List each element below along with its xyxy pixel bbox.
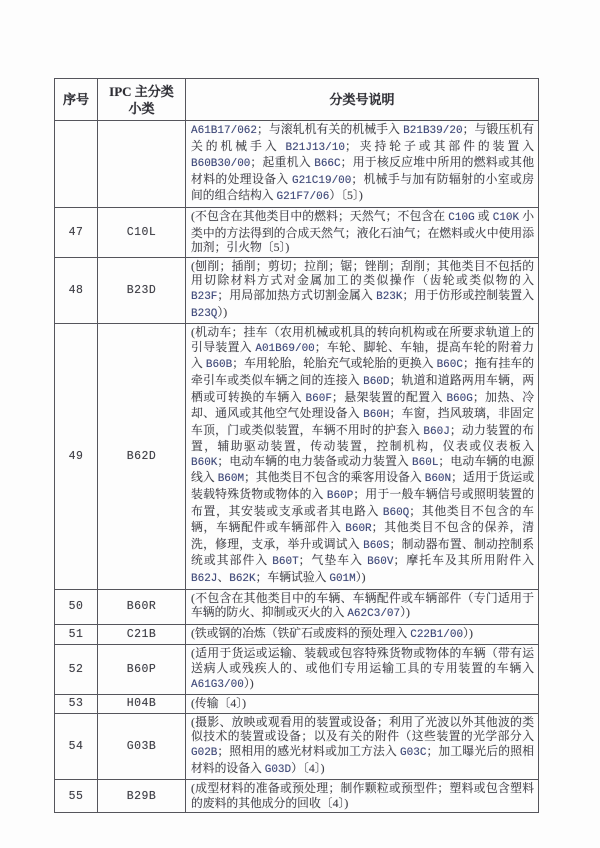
description-cell: (传输〔4〕) xyxy=(186,695,539,714)
inline-ipc-code: C10K xyxy=(492,211,520,224)
inline-ipc-code: B60V xyxy=(367,556,394,569)
table-row xyxy=(55,624,539,645)
inline-ipc-code: G01M xyxy=(329,573,356,586)
inline-ipc-code: B60S xyxy=(363,539,390,552)
table-row xyxy=(55,121,539,208)
table-row xyxy=(55,589,539,624)
table-row xyxy=(55,207,539,257)
serial-cell: 50 xyxy=(55,589,98,624)
inline-ipc-code: B60D xyxy=(363,375,390,388)
description-cell: (不包含在其他类目中的车辆、车辆配件或车辆部件（专门适用于车辆的防火、抑制或灭火的入 A62C3/07）) xyxy=(186,589,539,624)
inline-ipc-code: B60M xyxy=(217,473,245,486)
serial-cell: 54 xyxy=(55,713,98,779)
ipc-code-cell xyxy=(98,121,186,208)
inline-ipc-code: B62K xyxy=(229,573,256,586)
table-row xyxy=(55,695,539,714)
serial-cell: 48 xyxy=(55,257,98,323)
inline-ipc-code: B60K xyxy=(191,456,218,469)
ipc-code-cell: B60P xyxy=(98,645,186,695)
description-cell: (刨削；插削；剪切；拉削；锯；锉削；刮削；其他类目不包括的用切除材料方式对金属加工的类似操作（齿轮或类似物的入 B23F；用局部加热方式切割金属入 B23K；用于仿形或控制装置入 B23Q）) xyxy=(186,257,539,323)
table-row xyxy=(55,257,539,323)
description-cell: (铁或钢的冶炼（铁矿石或废料的预处理入 C22B1/00）) xyxy=(186,624,539,645)
inline-ipc-code: B60B30/00 xyxy=(191,158,251,171)
inline-ipc-code: B60T xyxy=(272,556,299,569)
inline-ipc-code: B60P xyxy=(326,490,354,503)
header-ipc-line2: 小类 xyxy=(128,100,155,116)
header-description: 分类号说明 xyxy=(186,79,539,121)
header-serial-number: 序号 xyxy=(55,79,98,121)
inline-ipc-code: B60L xyxy=(412,456,439,469)
serial-cell: 52 xyxy=(55,645,98,695)
inline-ipc-code: B60G xyxy=(446,392,473,405)
description-cell: (机动车；挂车（农用机械或机具的转向机构或在所要求轨道上的引导装置入 A01B69/00；车轮、脚轮、车轴，提高车轮的附着力入 B60B；车用轮胎，轮胎充气或轮胎的更换入 B60C；拖有挂车的牵引车或类似车辆之间的连接入 B60D；轨道和道路两用车辆，两栖或可转换的车辆入 B60F；悬架装置的配置入 B60G；加热、冷却、通风或其他空气处理设备入 B60H；车窗，挡风玻璃，非固定车顶，门或类似装置，车辆不用时的护套入 B60J；动力装置的布置，辅助驱动装置，传动装置，控制机构，仪表或仪表板入 B60K；电动车辆的电力装备或动力装置入 B60L；电动车辆的电源线入 B60M；其他类目不包含的乘客用设备入 B60N；适用于货运或装载特殊货物或物体的入 B60P；用于一般车辆信号或照明装置的布置，其安装或支承或者其电路入 B60Q；其他类目不包含的车辆，车辆配件或车辆部件入 B60R；其他类目不包含的保养，清洗，修理，支承，举升或调试入 B60S；制动器布置、制动控制系统或其部件入 B60T；气垫车入 B60V；摩托车及其所用附件入 B62J、B62K；车辆试验入 G01M）) xyxy=(186,324,539,590)
inline-ipc-code: B23F xyxy=(191,290,218,303)
header-ipc-main-subclass xyxy=(98,79,186,121)
inline-ipc-code: B62J xyxy=(191,573,218,586)
inline-ipc-code: G02B xyxy=(191,746,218,759)
inline-ipc-code: A61G3/00 xyxy=(191,678,244,691)
table-row xyxy=(55,780,539,813)
inline-ipc-code: B60J xyxy=(423,425,450,438)
inline-ipc-code: G03C xyxy=(400,746,427,759)
ipc-code-cell: H04B xyxy=(98,695,186,714)
table-row xyxy=(55,324,539,590)
ipc-code-cell: C21B xyxy=(98,624,186,645)
inline-ipc-code: B60C xyxy=(436,359,463,372)
ipc-code-cell: B29B xyxy=(98,780,186,813)
inline-ipc-code: B60F xyxy=(305,392,332,405)
description-cell: (适用于货运或运输、装载或包容特殊货物或物体的车辆（带有运送病人或残疾人的、或他们专用运输工具的专用装置的车辆入 A61G3/00）) xyxy=(186,645,539,695)
ipc-code-cell: G03B xyxy=(98,713,186,779)
inline-ipc-code: B60N xyxy=(424,473,452,486)
inline-ipc-code: B60Q xyxy=(382,506,410,519)
inline-ipc-code: B21J13/10 xyxy=(285,141,345,154)
table-row xyxy=(55,645,539,695)
inline-ipc-code: B60H xyxy=(363,409,390,422)
inline-ipc-code: G03D xyxy=(264,763,292,776)
inline-ipc-code: C10G xyxy=(448,211,475,224)
description-cell: A61B17/062；与滚轧机有关的机械手入 B21B39/20；与锻压机有关的机械手入 B21J13/10；夹持轮子或其部件的装置入 B60B30/00；起重机入 B66C；用于核反应堆中所用的燃料或其他材料的处理设备入 G21C19/00；机械手与加有防辐射的小室或房间的组合结构入 G21F7/06）〔5〕) xyxy=(186,121,539,208)
serial-cell: 53 xyxy=(55,695,98,714)
serial-cell: 49 xyxy=(55,324,98,590)
table-header-row xyxy=(55,79,539,121)
ipc-code-cell: B23D xyxy=(98,257,186,323)
ipc-code-cell: C10L xyxy=(98,207,186,257)
inline-ipc-code: B60B xyxy=(205,359,233,372)
inline-ipc-code: C22B1/00 xyxy=(410,628,464,641)
ipc-code-cell: B62D xyxy=(98,324,186,590)
inline-ipc-code: B66C xyxy=(314,158,341,171)
inline-ipc-code: B23Q xyxy=(191,307,218,320)
serial-cell: 51 xyxy=(55,624,98,645)
ipc-classification-table xyxy=(54,78,539,813)
header-ipc-line1: IPC 主分类 xyxy=(109,83,174,99)
inline-ipc-code: G21C19/00 xyxy=(291,174,352,187)
inline-ipc-code: B21B39/20 xyxy=(403,125,463,137)
inline-ipc-code: A01B69/00 xyxy=(255,342,315,355)
description-cell: (不包含在其他类目中的燃料；天然气；不包含在 C10G 或 C10K 小类中的方法得到的合成天然气；液化石油气；在燃料或火中使用添加剂；引火物〔5〕) xyxy=(186,207,539,257)
description-cell: (摄影、放映或观看用的装置或设备；利用了光波以外其他波的类似技术的装置或设备；以及有关的附件（这些装置的光学部分入 G02B；照相用的感光材料或加工方法入 G03C；加工曝光后的照相材料的设备入 G03D）〔4〕) xyxy=(186,713,539,779)
inline-ipc-code: G21F7/06 xyxy=(276,191,330,204)
serial-cell xyxy=(55,121,98,208)
serial-cell: 55 xyxy=(55,780,98,813)
inline-ipc-code: B23K xyxy=(376,290,403,303)
table-row xyxy=(55,713,539,779)
serial-cell: 47 xyxy=(55,207,98,257)
ipc-code-cell: B60R xyxy=(98,589,186,624)
inline-ipc-code: A62C3/07 xyxy=(347,608,401,621)
inline-ipc-code: B60R xyxy=(345,523,372,536)
inline-ipc-code: A61B17/062 xyxy=(191,125,258,137)
description-cell: (成型材料的准备或预处理；制作颗粒或预型件；塑料或包含塑料的废料的其他成分的回收〔4〕) xyxy=(186,780,539,813)
